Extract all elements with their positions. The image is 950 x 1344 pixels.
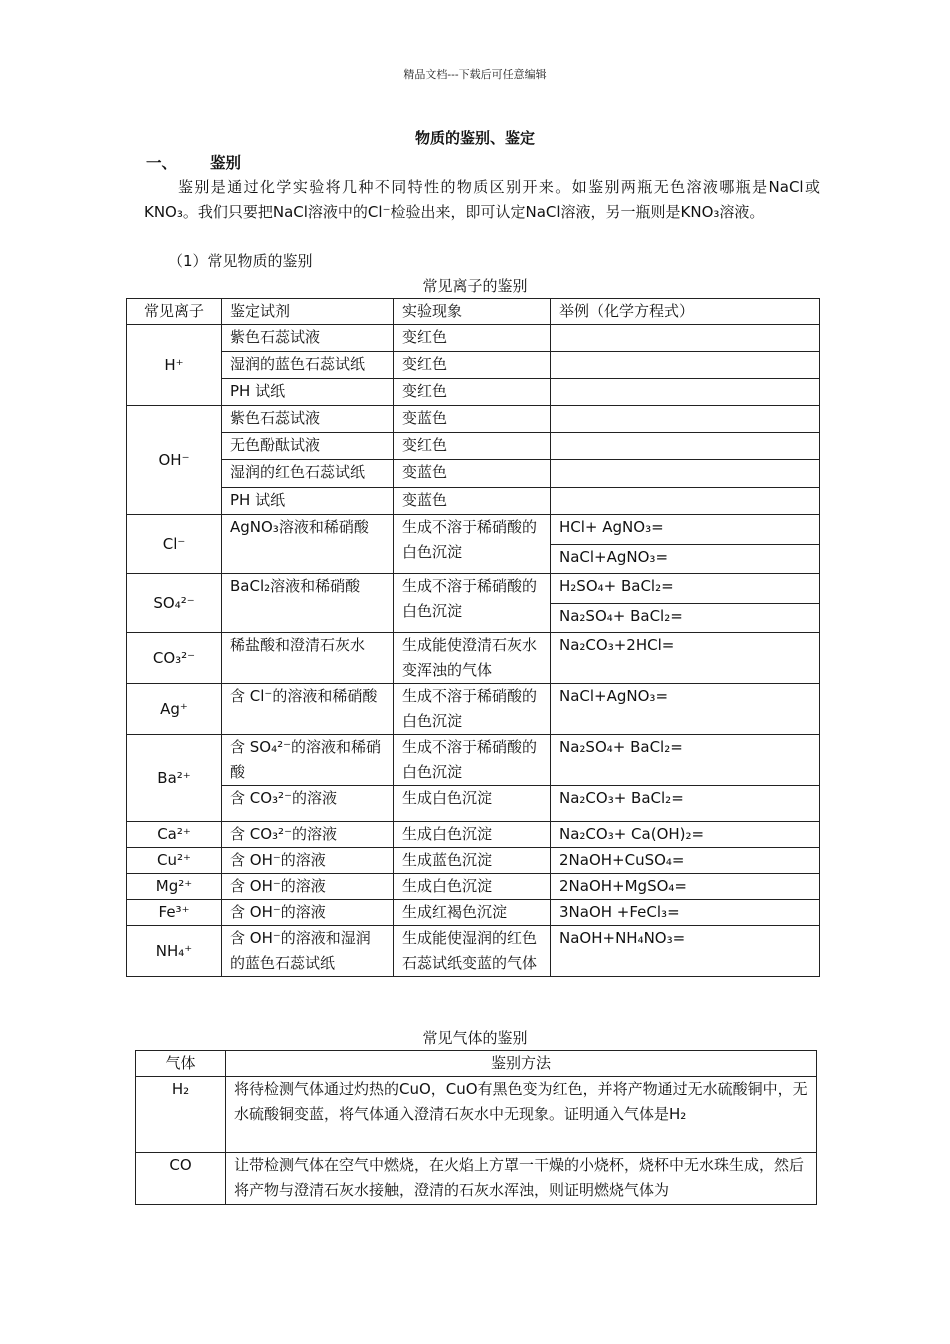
section-heading [146,151,241,173]
example-cell: Na₂CO₃+2HCl= [551,633,820,684]
table-row [127,786,820,822]
gas-cell: H₂ [136,1077,226,1153]
example-cell [551,433,820,460]
example-cell: H₂SO₄+ BaCl₂= [551,574,820,604]
ion-cell: OH⁻ [127,406,222,515]
gas-cell: CO [136,1153,226,1205]
table-row [136,1153,817,1205]
header-note: 精品文档---下载后可任意编辑 [403,68,547,81]
ion-cell: Ag⁺ [127,684,222,735]
table-row [127,874,820,900]
example-cell: Na₂SO₄+ BaCl₂= [551,735,820,786]
phenomenon-cell: 变红色 [394,325,551,352]
table-row [127,822,820,848]
example-cell [551,379,820,406]
reagent-cell: 湿润的蓝色石蕊试纸 [222,352,394,379]
phenomenon-cell: 生成能使湿润的红色石蕊试纸变蓝的气体 [394,926,551,977]
example-cell: NaOH+NH₄NO₃= [551,926,820,977]
column-header: 实验现象 [394,299,551,325]
table-row [127,325,820,352]
ion-identification-table [126,298,820,977]
example-cell [551,352,820,379]
ion-cell: CO₃²⁻ [127,633,222,684]
example-cell: Na₂CO₃+ BaCl₂= [551,786,820,822]
table-row [127,926,820,977]
ion-cell: Mg²⁺ [127,874,222,900]
subsection-heading: （1）常见物质的鉴别 [168,252,313,270]
reagent-cell: 含 OH⁻的溶液和湿润的蓝色石蕊试纸 [222,926,394,977]
column-header: 气体 [136,1051,226,1077]
reagent-cell: BaCl₂溶液和稀硝酸 [222,574,394,633]
phenomenon-cell: 变蓝色 [394,488,551,515]
table-row [127,900,820,926]
reagent-cell: 湿润的红色石蕊试纸 [222,460,394,488]
method-cell: 让带检测气体在空气中燃烧，在火焰上方罩一干燥的小烧杯，烧杯中无水珠生成，然后将产物与澄清石灰水接触，澄清的石灰水浑浊，则证明燃烧气体为 [226,1153,817,1205]
table-row [127,379,820,406]
reagent-cell: PH 试纸 [222,379,394,406]
phenomenon-cell: 生成不溶于稀硝酸的白色沉淀 [394,684,551,735]
table-header-row [136,1051,817,1077]
reagent-cell: 紫色石蕊试液 [222,406,394,433]
reagent-cell: 含 Cl⁻的溶液和稀硝酸 [222,684,394,735]
phenomenon-cell: 变红色 [394,379,551,406]
reagent-cell: 含 CO₃²⁻的溶液 [222,786,394,822]
reagent-cell: 含 OH⁻的溶液 [222,874,394,900]
phenomenon-cell: 生成不溶于稀硝酸的白色沉淀 [394,574,551,633]
ion-cell: Cu²⁺ [127,848,222,874]
gas-identification-table [135,1050,817,1205]
example-cell [551,406,820,433]
ion-cell: H⁺ [127,325,222,406]
gas-table-caption: 常见气体的鉴别 [422,1029,528,1047]
phenomenon-cell: 生成不溶于稀硝酸的白色沉淀 [394,515,551,574]
table-row [127,848,820,874]
table-row [136,1077,817,1153]
ion-table-caption: 常见离子的鉴别 [422,277,528,295]
ion-cell: Ca²⁺ [127,822,222,848]
example-cell [551,460,820,488]
table-row [127,684,820,735]
phenomenon-cell: 生成白色沉淀 [394,874,551,900]
example-cell: 3NaOH +FeCl₃= [551,900,820,926]
reagent-cell: 含 OH⁻的溶液 [222,900,394,926]
column-header: 鉴定试剂 [222,299,394,325]
phenomenon-cell: 生成红褐色沉淀 [394,900,551,926]
phenomenon-cell: 生成能使澄清石灰水变浑浊的气体 [394,633,551,684]
example-cell: Na₂SO₄+ BaCl₂= [551,604,820,633]
reagent-cell: 稀盐酸和澄清石灰水 [222,633,394,684]
reagent-cell: AgNO₃溶液和稀硝酸 [222,515,394,574]
phenomenon-cell: 变蓝色 [394,406,551,433]
example-cell: 2NaOH+MgSO₄= [551,874,820,900]
section-number: 一、 [146,154,178,172]
example-cell [551,325,820,352]
method-cell: 将待检测气体通过灼热的CuO，CuO有黑色变为红色，并将产物通过无水硫酸铜中，无水硫酸铜变蓝，将气体通入澄清石灰水中无现象。证明通入气体是H₂ [226,1077,817,1153]
ion-cell: SO₄²⁻ [127,574,222,633]
phenomenon-cell: 生成蓝色沉淀 [394,848,551,874]
ion-cell: Cl⁻ [127,515,222,574]
reagent-cell: 含 CO₃²⁻的溶液 [222,822,394,848]
table-row [127,433,820,460]
column-header: 鉴别方法 [226,1051,817,1077]
table-header-row [127,299,820,325]
phenomenon-cell: 变红色 [394,433,551,460]
table-row [127,574,820,604]
phenomenon-cell: 生成不溶于稀硝酸的白色沉淀 [394,735,551,786]
example-cell [551,488,820,515]
phenomenon-cell: 生成白色沉淀 [394,822,551,848]
reagent-cell: 紫色石蕊试液 [222,325,394,352]
reagent-cell: 无色酚酞试液 [222,433,394,460]
example-cell: HCl+ AgNO₃= [551,515,820,545]
table-row [127,633,820,684]
reagent-cell: 含 OH⁻的溶液 [222,848,394,874]
example-cell: 2NaOH+CuSO₄= [551,848,820,874]
column-header: 举例（化学方程式） [551,299,820,325]
table-row [127,460,820,488]
ion-cell: NH₄⁺ [127,926,222,977]
example-cell: NaCl+AgNO₃= [551,545,820,574]
phenomenon-cell: 生成白色沉淀 [394,786,551,822]
ion-cell: Fe³⁺ [127,900,222,926]
intro-paragraph: 鉴别是通过化学实验将几种不同特性的物质区别开来。如鉴别两瓶无色溶液哪瓶是NaCl或KNO₃。我们只要把NaCl溶液中的Cl⁻检验出来，即可认定NaCl溶液，另一瓶则是KNO₃溶液。 [144,178,820,221]
table-row [127,406,820,433]
reagent-cell: PH 试纸 [222,488,394,515]
table-row [127,735,820,786]
phenomenon-cell: 变红色 [394,352,551,379]
column-header: 常见离子 [127,299,222,325]
example-cell: NaCl+AgNO₃= [551,684,820,735]
example-cell: Na₂CO₃+ Ca(OH)₂= [551,822,820,848]
phenomenon-cell: 变蓝色 [394,460,551,488]
table-row [127,352,820,379]
ion-cell: Ba²⁺ [127,735,222,822]
document-title: 物质的鉴别、鉴定 [414,129,535,147]
section-title: 鉴别 [210,154,242,172]
table-row [127,488,820,515]
reagent-cell: 含 SO₄²⁻的溶液和稀硝酸 [222,735,394,786]
table-row [127,515,820,545]
